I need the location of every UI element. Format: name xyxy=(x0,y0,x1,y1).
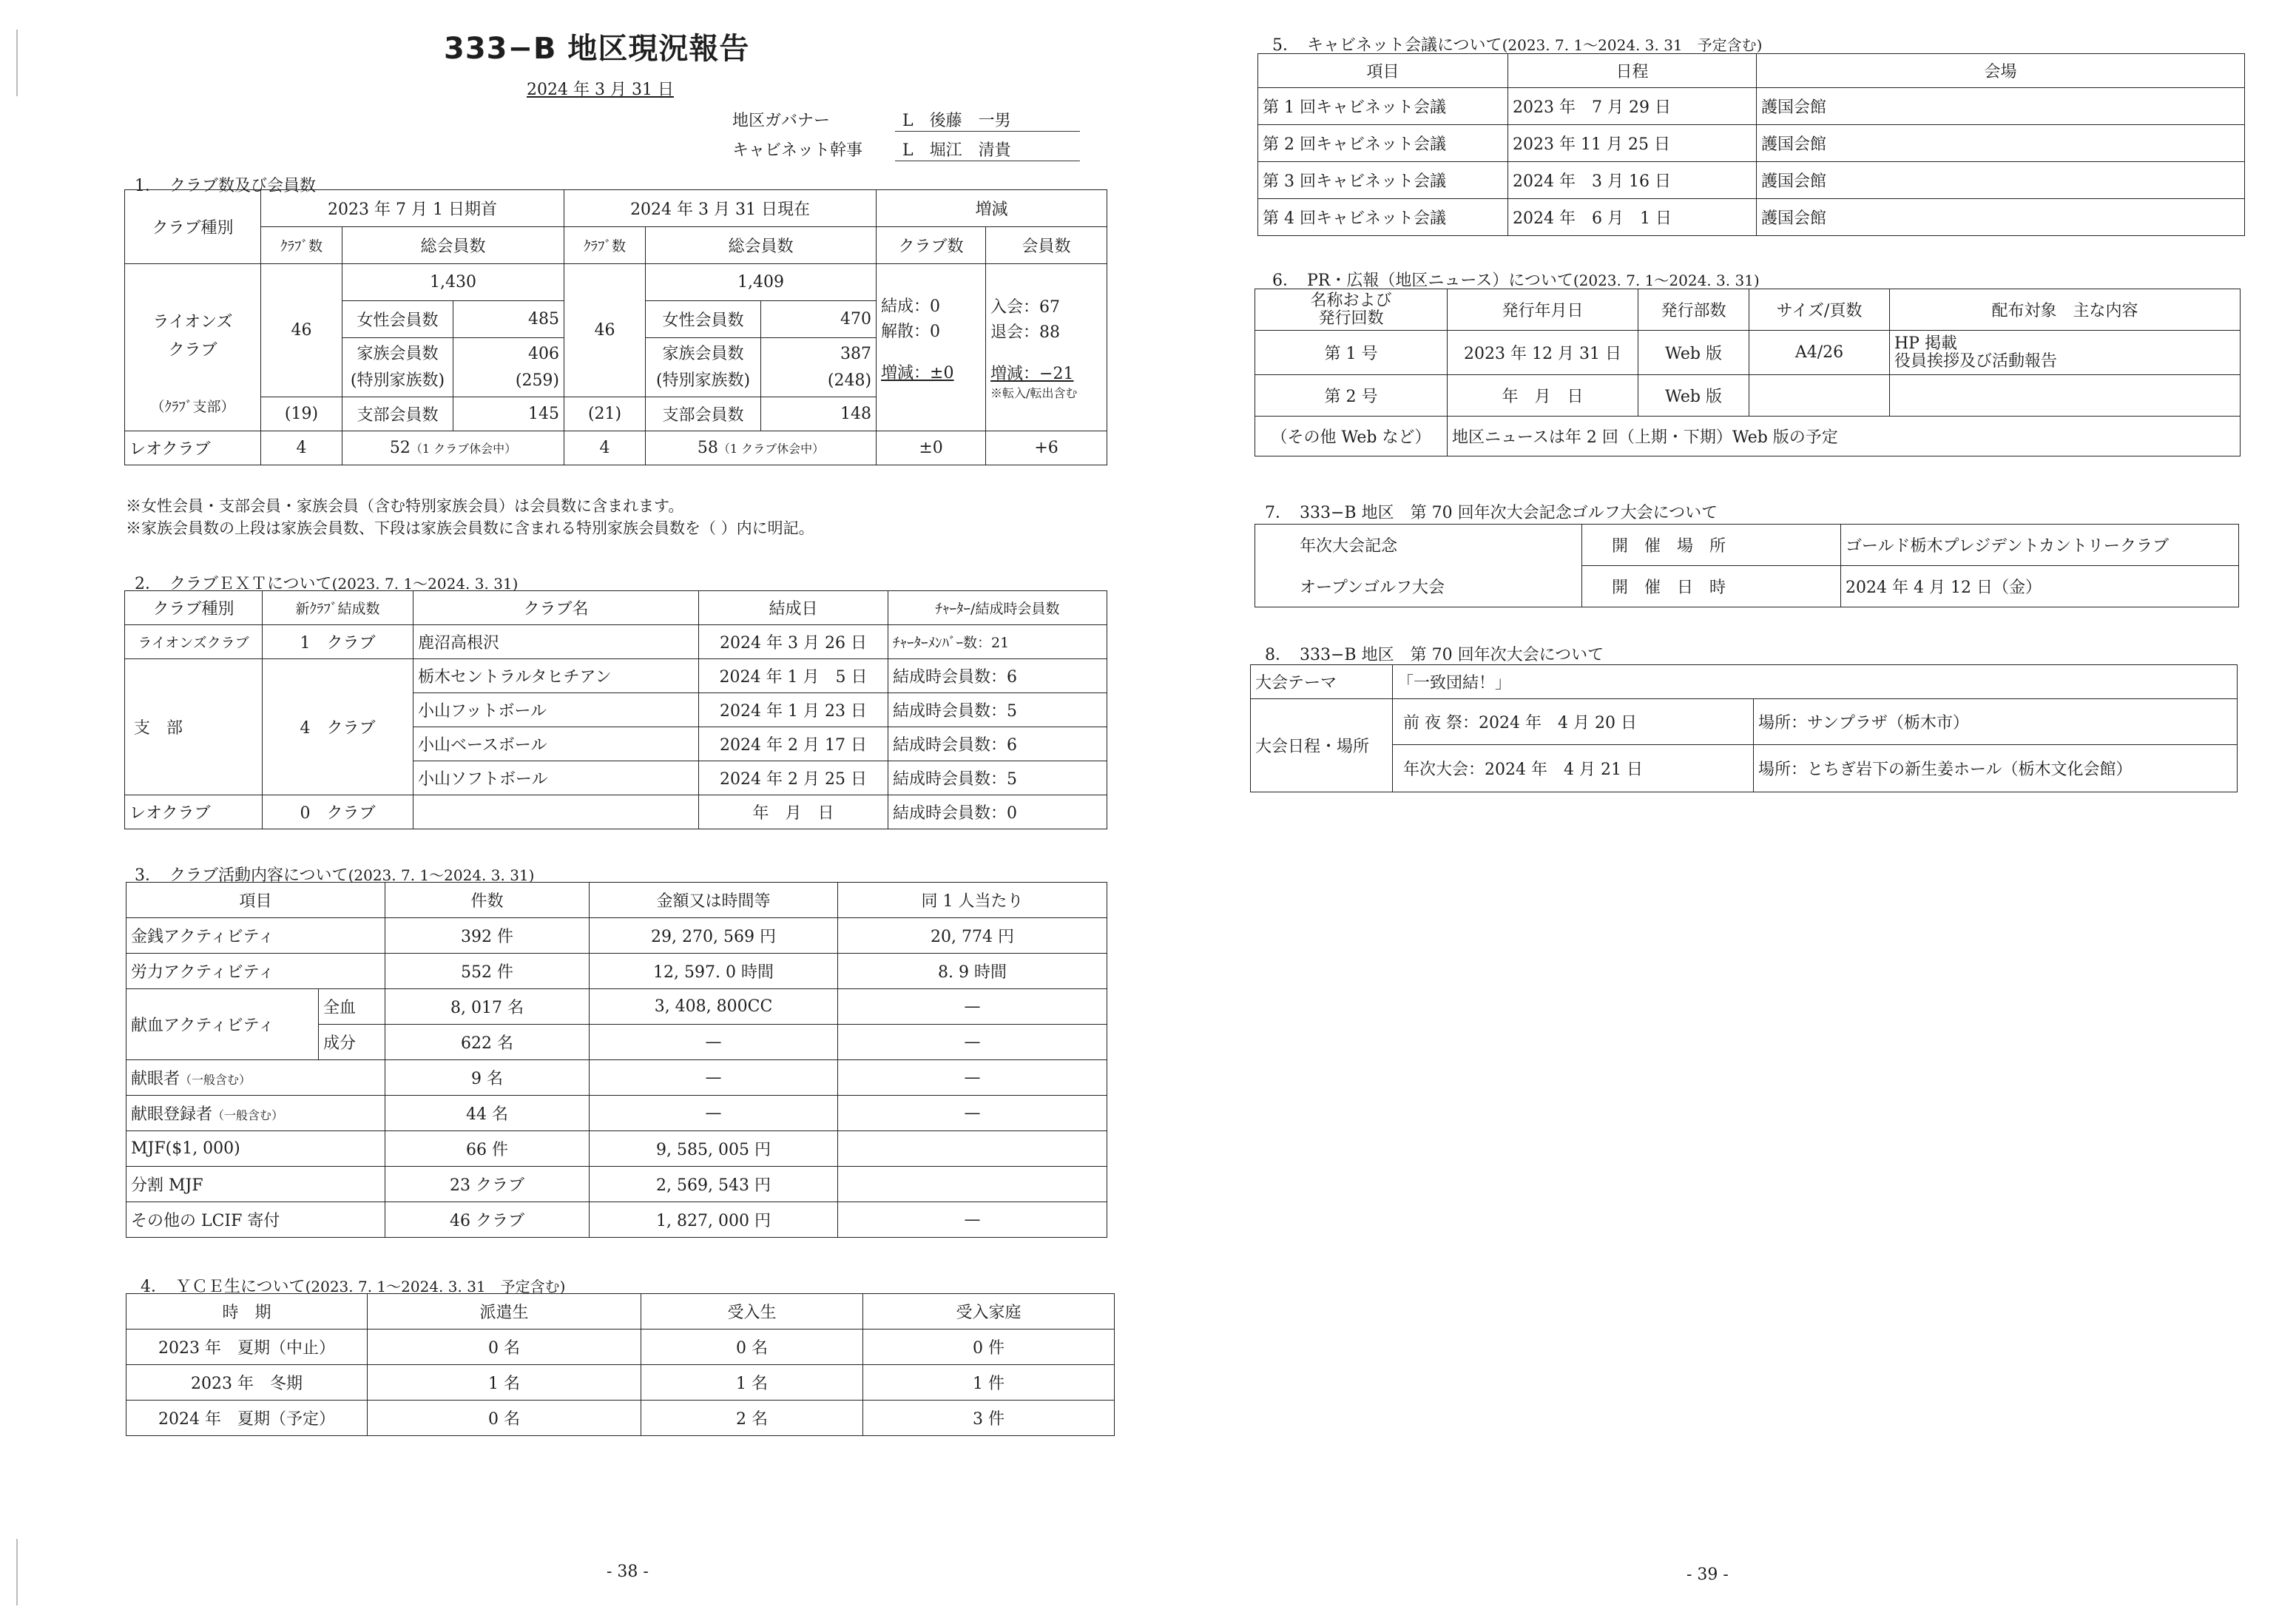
pr-issue-size xyxy=(1749,375,1890,417)
now-branch-members: 148 xyxy=(761,397,877,431)
member-change-cell xyxy=(986,264,1107,431)
yce-families: 1 件 xyxy=(863,1365,1115,1401)
activity-count: 622 名 xyxy=(385,1025,590,1060)
activity-per-person xyxy=(838,1131,1107,1167)
cabinet-header-date: 日程 xyxy=(1508,54,1757,88)
header-start-club-count: ｸﾗﾌﾞ数 xyxy=(261,227,342,264)
activity-item-cell xyxy=(126,1096,385,1131)
leo-now-note: （1 クラブ休会中） xyxy=(718,442,825,456)
activity-count: 66 件 xyxy=(385,1131,590,1167)
golf-label-1: 年次大会記念 xyxy=(1255,525,1582,566)
activity-per-person: — xyxy=(838,1025,1107,1060)
ext-branch-type: 支 部 xyxy=(125,659,263,795)
section-5-period: (2023. 7. 1〜2024. 3. 31 予定含む) xyxy=(1502,36,1763,54)
cabinet-venue: 護国会館 xyxy=(1757,199,2245,236)
cabinet-date: 2024 年 6 月 1 日 xyxy=(1508,199,1757,236)
leo-now-members xyxy=(646,431,877,465)
section-4-heading: 4． ＹＣＥ生について xyxy=(141,1278,305,1296)
header-change-members: 会員数 xyxy=(986,227,1107,264)
start-branch-club-count: (19) xyxy=(261,397,342,431)
activity-count: 23 クラブ xyxy=(385,1167,590,1202)
now-family-value: 387 xyxy=(840,344,872,363)
family-special-label: (特別家族数) xyxy=(655,371,751,390)
blood-activity-label: 献血アクティビティ xyxy=(126,989,319,1060)
activity-count: 9 名 xyxy=(385,1060,590,1096)
cabinet-venue: 護国会館 xyxy=(1757,162,2245,199)
yce-header-period: 時 期 xyxy=(126,1294,368,1330)
now-branch-members-label: 支部会員数 xyxy=(646,397,761,431)
activity-amount: — xyxy=(590,1096,838,1131)
pr-issue-dept: Web 版 xyxy=(1638,375,1749,417)
activity-count: 44 名 xyxy=(385,1096,590,1131)
section-5-title xyxy=(1272,33,1762,55)
section-1-title: 1． クラブ数及び会員数 xyxy=(135,177,316,195)
now-branch-club-count: (21) xyxy=(564,397,646,431)
convention-theme: 「一致団結！」 xyxy=(1393,665,2238,699)
section-4-period: (2023. 7. 1〜2024. 3. 31 予定含む) xyxy=(305,1278,566,1295)
activity-item: 献眼登録者 xyxy=(131,1105,213,1124)
activity-item: MJF($1, 000) xyxy=(126,1131,385,1167)
leo-club-label: レオクラブ xyxy=(125,431,261,465)
start-female-label: 女性会員数 xyxy=(342,301,453,338)
section-6-title xyxy=(1272,268,1760,291)
activity-item-note: （一般含む） xyxy=(212,1108,284,1122)
header-now-club-count: ｸﾗﾌﾞ数 xyxy=(564,227,646,264)
ext-branch-name: 小山ベースボール xyxy=(413,727,699,761)
golf-tournament-table xyxy=(1255,524,2239,607)
now-total-members: 1,409 xyxy=(646,264,877,301)
ext-branch-members: 結成時会員数：5 xyxy=(888,761,1107,795)
yce-received: 2 名 xyxy=(641,1401,863,1436)
pr-header-content: 配布対象 主な内容 xyxy=(1890,289,2241,331)
activity-amount: 9, 585, 005 円 xyxy=(590,1131,838,1167)
section-8-title: 8． 333−B 地区 第 70 回年次大会について xyxy=(1265,646,1604,664)
activity-count: 46 クラブ xyxy=(385,1202,590,1238)
family-label: 家族会員数 xyxy=(662,344,744,363)
cabinet-header-venue: 会場 xyxy=(1757,54,2245,88)
activity-amount: — xyxy=(590,1025,838,1060)
now-family-special-value: (248) xyxy=(827,371,872,390)
convention-schedule-label: 大会日程・場所 xyxy=(1251,699,1393,792)
yce-header-sent: 派遣生 xyxy=(368,1294,641,1330)
members-left: 退会：88 xyxy=(990,323,1061,342)
header-change: 増減 xyxy=(877,190,1107,227)
activity-item-note: （一般含む） xyxy=(180,1073,251,1087)
activity-count: 8, 017 名 xyxy=(385,989,590,1025)
section-6-heading: 6． PR・広報（地区ニュース）について xyxy=(1272,272,1573,290)
secretary-name: L 堀江 清貴 xyxy=(895,138,1080,161)
pr-issue-content xyxy=(1890,375,2241,417)
pr-issue-date: 2023 年 12 月 31 日 xyxy=(1448,331,1638,375)
leo-start-clubs: 4 xyxy=(261,431,342,465)
now-family-label xyxy=(646,338,761,397)
member-net-change: 増減：−21 xyxy=(990,364,1074,383)
cabinet-header-item: 項目 xyxy=(1258,54,1508,88)
ext-branch-date: 2024 年 2 月 17 日 xyxy=(699,727,888,761)
pr-issue-content xyxy=(1890,331,2241,375)
activity-item: 労力アクティビティ xyxy=(126,954,385,989)
pr-issue-dept: Web 版 xyxy=(1638,331,1749,375)
ext-branch-name: 栃木セントラルタヒチアン xyxy=(413,659,699,693)
activity-per-person: — xyxy=(838,1202,1107,1238)
page-number: - 38 - xyxy=(607,1563,649,1581)
governor-name: L 後藤 一男 xyxy=(895,108,1080,132)
pr-content-line: HP 掲載 xyxy=(1894,334,1957,353)
blood-sub: 成分 xyxy=(319,1025,385,1060)
ext-leo-date: 年 月 日 xyxy=(699,795,888,829)
ext-lions-club: 鹿沼高根沢 xyxy=(413,625,699,659)
header-change-clubs: クラブ数 xyxy=(877,227,986,264)
cabinet-item: 第 1 回キャビネット会議 xyxy=(1258,88,1508,125)
activity-per-person: — xyxy=(838,1060,1107,1096)
yce-period: 2023 年 冬期 xyxy=(126,1365,368,1401)
leo-club-change: ±0 xyxy=(877,431,986,465)
pr-other-label: （その他 Web など） xyxy=(1255,417,1448,456)
blood-sub: 全血 xyxy=(319,989,385,1025)
section-2-heading: 2． クラブＥＸＴについて xyxy=(135,575,332,593)
pr-issue-name: 第 2 号 xyxy=(1255,375,1448,417)
activity-amount: 2, 569, 543 円 xyxy=(590,1167,838,1202)
start-club-count: 46 xyxy=(261,264,342,397)
golf-date: 2024 年 4 月 12 日（金） xyxy=(1841,566,2239,607)
leo-start-members-value: 52 xyxy=(389,439,411,457)
activity-header-item: 項目 xyxy=(126,883,385,918)
pr-issue-date: 年 月 日 xyxy=(1448,375,1638,417)
activity-amount: 3, 408, 800CC xyxy=(590,989,838,1025)
golf-label-2: オープンゴルフ大会 xyxy=(1255,566,1582,607)
yce-sent: 0 名 xyxy=(368,1401,641,1436)
ext-lions-members: ﾁｬｰﾀｰﾒﾝﾊﾞｰ数：21 xyxy=(888,625,1107,659)
convention-eve-date: 前 夜 祭：2024 年 4 月 20 日 xyxy=(1393,699,1754,745)
activity-per-person: 8. 9 時間 xyxy=(838,954,1107,989)
pr-other-text: 地区ニュースは年 2 回（上期・下期）Web 版の予定 xyxy=(1448,417,2241,456)
pr-header-name: 名称および 発行回数 xyxy=(1255,289,1448,331)
pr-issue-size: A4/26 xyxy=(1749,331,1890,375)
now-club-count: 46 xyxy=(564,264,646,397)
member-change-note: ※転入/転出含む xyxy=(990,385,1078,400)
yce-received: 0 名 xyxy=(641,1330,863,1365)
leo-start-members xyxy=(342,431,564,465)
header-period-start: 2023 年 7 月 1 日期首 xyxy=(261,190,564,227)
now-female-count: 470 xyxy=(761,301,877,338)
clubs-dissolved: 解散：0 xyxy=(881,322,941,341)
pr-header-size: サイズ/頁数 xyxy=(1749,289,1890,331)
cabinet-date: 2023 年 7 月 29 日 xyxy=(1508,88,1757,125)
pr-header-date: 発行年月日 xyxy=(1448,289,1638,331)
family-special-label: (特別家族数) xyxy=(350,371,445,390)
start-family-value: 406 xyxy=(528,344,560,363)
golf-venue-label: 開 催 場 所 xyxy=(1582,525,1841,566)
membership-note-1: ※女性会員・支部会員・家族会員（含む特別家族会員）は会員数に含まれます。 xyxy=(126,497,684,515)
ext-lions-date: 2024 年 3 月 26 日 xyxy=(699,625,888,659)
ext-branch-name: 小山フットボール xyxy=(413,693,699,727)
leo-now-members-value: 58 xyxy=(697,439,718,457)
page-number: - 39 - xyxy=(1686,1566,1729,1584)
activity-amount: 1, 827, 000 円 xyxy=(590,1202,838,1238)
secretary-label: キャビネット幹事 xyxy=(732,141,863,160)
yce-header-families: 受入家庭 xyxy=(863,1294,1115,1330)
club-net-change: 増減：±0 xyxy=(881,363,954,382)
cabinet-item: 第 2 回キャビネット会議 xyxy=(1258,125,1508,162)
activity-per-person: 20, 774 円 xyxy=(838,918,1107,954)
golf-venue: ゴールド栃木プレジデントカントリークラブ xyxy=(1841,525,2239,566)
activity-header-count: 件数 xyxy=(385,883,590,918)
leo-now-clubs: 4 xyxy=(564,431,646,465)
ext-branch-count: 4 クラブ xyxy=(263,659,413,795)
convention-main-date: 年次大会：2024 年 4 月 21 日 xyxy=(1393,745,1754,792)
ext-header-type: クラブ種別 xyxy=(125,591,263,625)
start-family-special-value: (259) xyxy=(515,371,560,390)
yce-header-received: 受入生 xyxy=(641,1294,863,1330)
yce-families: 3 件 xyxy=(863,1401,1115,1436)
document-title: 333−B 地区現況報告 xyxy=(444,32,750,66)
yce-received: 1 名 xyxy=(641,1365,863,1401)
ext-branch-members: 結成時会員数：5 xyxy=(888,693,1107,727)
family-label: 家族会員数 xyxy=(357,344,439,363)
section-3-period: (2023. 7. 1〜2024. 3. 31) xyxy=(348,866,535,884)
cabinet-item: 第 3 回キャビネット会議 xyxy=(1258,162,1508,199)
ext-branch-date: 2024 年 2 月 25 日 xyxy=(699,761,888,795)
convention-theme-label: 大会テーマ xyxy=(1251,665,1393,699)
header-start-total: 総会員数 xyxy=(342,227,564,264)
leo-member-change: +6 xyxy=(986,431,1107,465)
activity-per-person: — xyxy=(838,989,1107,1025)
pr-news-table xyxy=(1255,289,2241,456)
pr-header-dept: 発行部数 xyxy=(1638,289,1749,331)
golf-date-label: 開 催 日 時 xyxy=(1582,566,1841,607)
activity-item-cell xyxy=(126,1060,385,1096)
membership-note-2: ※家族会員数の上段は家族会員数、下段は家族会員数に含まれる特別家族会員数を（ ）内に明記。 xyxy=(126,519,814,537)
activity-per-person: — xyxy=(838,1096,1107,1131)
activity-table xyxy=(126,882,1107,1238)
activity-item: その他の LCIF 寄付 xyxy=(126,1202,385,1238)
activity-amount: 12, 597. 0 時間 xyxy=(590,954,838,989)
leo-start-note: （1 クラブ休会中） xyxy=(410,442,517,456)
page-39 xyxy=(1148,0,2296,1621)
governor-row xyxy=(732,108,1080,132)
secretary-row xyxy=(732,138,1080,161)
section-2-period: (2023. 7. 1〜2024. 3. 31) xyxy=(331,575,519,593)
section-3-heading: 3． クラブ活動内容について xyxy=(135,866,348,885)
ext-leo-type: レオクラブ xyxy=(125,795,263,829)
ext-branch-members: 結成時会員数：6 xyxy=(888,727,1107,761)
cabinet-venue: 護国会館 xyxy=(1757,88,2245,125)
section-5-heading: 5． キャビネット会議について xyxy=(1272,36,1502,55)
ext-lions-count: 1 クラブ xyxy=(263,625,413,659)
ext-branch-date: 2024 年 1 月 23 日 xyxy=(699,693,888,727)
ext-lions-type: ライオンズクラブ xyxy=(125,625,263,659)
ext-branch-date: 2024 年 1 月 5 日 xyxy=(699,659,888,693)
cabinet-meeting-table xyxy=(1257,53,2245,236)
club-change-cell xyxy=(877,264,986,431)
governor-label: 地区ガバナー xyxy=(732,112,831,130)
lions-club-label xyxy=(125,264,261,431)
ext-leo-name xyxy=(413,795,699,829)
members-joined: 入会：67 xyxy=(990,297,1061,317)
activity-amount: 29, 270, 569 円 xyxy=(590,918,838,954)
yce-sent: 1 名 xyxy=(368,1365,641,1401)
convention-main-place: 場所：とちぎ岩下の新生姜ホール（栃木文化会館） xyxy=(1754,745,2238,792)
now-female-label: 女性会員数 xyxy=(646,301,761,338)
ext-leo-count: 0 クラブ xyxy=(263,795,413,829)
activity-header-per-person: 同 1 人当たり xyxy=(838,883,1107,918)
ext-branch-members: 結成時会員数：6 xyxy=(888,659,1107,693)
yce-sent: 0 名 xyxy=(368,1330,641,1365)
start-total-members: 1,430 xyxy=(342,264,564,301)
now-family-count xyxy=(761,338,877,397)
club-ext-table xyxy=(124,590,1107,829)
activity-count: 552 件 xyxy=(385,954,590,989)
report-date: 2024 年 3 月 31 日 xyxy=(527,81,674,99)
cabinet-date: 2024 年 3 月 16 日 xyxy=(1508,162,1757,199)
yce-period: 2024 年 夏期（予定） xyxy=(126,1401,368,1436)
ext-header-date: 結成日 xyxy=(699,591,888,625)
activity-amount: — xyxy=(590,1060,838,1096)
start-branch-members-label: 支部会員数 xyxy=(342,397,453,431)
pr-content-line: 役員挨拶及び活動報告 xyxy=(1894,351,2058,371)
start-branch-members: 145 xyxy=(453,397,564,431)
yce-table xyxy=(126,1293,1115,1436)
ext-branch-name: 小山ソフトボール xyxy=(413,761,699,795)
cabinet-venue: 護国会館 xyxy=(1757,125,2245,162)
section-6-period: (2023. 7. 1〜2024. 3. 31) xyxy=(1573,272,1760,289)
section-7-title: 7． 333−B 地区 第 70 回年次大会記念ゴルフ大会について xyxy=(1265,504,1718,522)
header-now-total: 総会員数 xyxy=(646,227,877,264)
yce-families: 0 件 xyxy=(863,1330,1115,1365)
activity-item: 分割 MJF xyxy=(126,1167,385,1202)
cabinet-date: 2023 年 11 月 25 日 xyxy=(1508,125,1757,162)
start-family-label xyxy=(342,338,453,397)
header-club-type: クラブ種別 xyxy=(125,190,261,264)
activity-header-amount: 金額又は時間等 xyxy=(590,883,838,918)
pr-issue-name: 第 1 号 xyxy=(1255,331,1448,375)
clubs-formed: 結成：0 xyxy=(881,297,941,316)
club-membership-table xyxy=(124,189,1107,465)
annual-convention-table xyxy=(1250,664,2238,792)
convention-eve-place: 場所：サンプラザ（栃木市） xyxy=(1754,699,2238,745)
ext-header-members: ﾁｬｰﾀｰ/結成時会員数 xyxy=(888,591,1107,625)
header-period-now: 2024 年 3 月 31 日現在 xyxy=(564,190,877,227)
ext-header-count: 新ｸﾗﾌﾞ結成数 xyxy=(263,591,413,625)
yce-period: 2023 年 夏期（中止） xyxy=(126,1330,368,1365)
start-family-count xyxy=(453,338,564,397)
ext-leo-members: 結成時会員数：0 xyxy=(888,795,1107,829)
cabinet-item: 第 4 回キャビネット会議 xyxy=(1258,199,1508,236)
activity-item: 献眼者 xyxy=(131,1070,180,1088)
ext-header-name: クラブ名 xyxy=(413,591,699,625)
activity-per-person xyxy=(838,1167,1107,1202)
start-female-count: 485 xyxy=(453,301,564,338)
activity-item: 金銭アクティビティ xyxy=(126,918,385,954)
lions-club-label-text: ライオンズ クラブ xyxy=(152,313,233,360)
activity-count: 392 件 xyxy=(385,918,590,954)
branch-label: （ｸﾗﾌﾞ支部） xyxy=(150,399,235,415)
